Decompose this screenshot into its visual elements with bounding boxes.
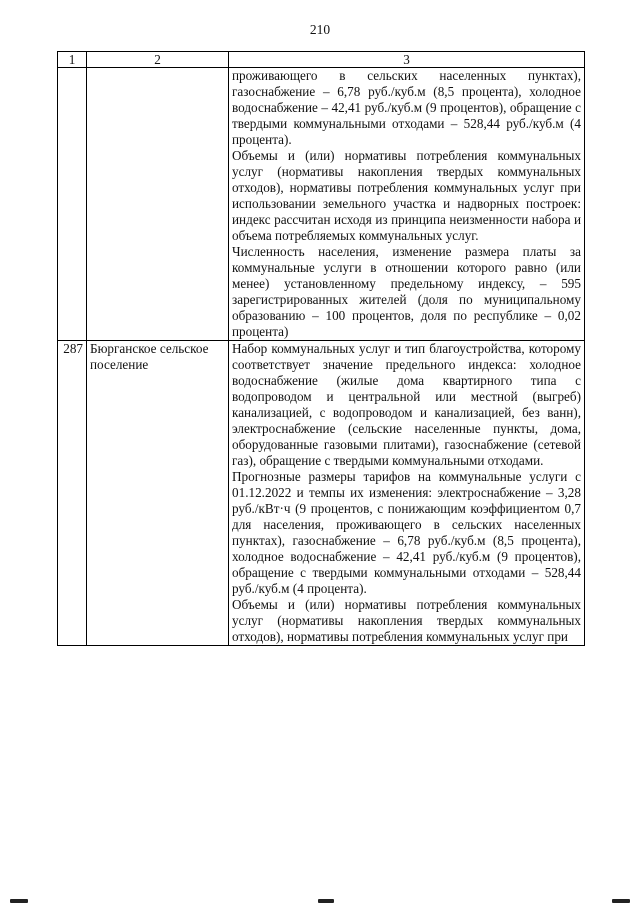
page-number: 210 [309, 22, 331, 37]
municipality-name: Бюрганское сельское поселение [87, 341, 229, 646]
paragraph: Объемы и (или) нормативы потребления коммунальных услуг (нормативы накопления твердых коммунальных отходов), нормативы потребления коммунальных услуг при [232, 597, 581, 644]
table-row [58, 341, 585, 646]
scan-mark [612, 899, 630, 903]
row-description [229, 341, 585, 646]
table-header-row [58, 52, 585, 68]
municipality-name [87, 68, 229, 341]
paragraph: Объемы и (или) нормативы потребления коммунальных услуг (нормативы накопления твердых коммунальных отходов), нормативы потребления коммунальных услуг при использовании земельного участка и надворных построек: индекс рассчитан исходя из принципа неизменности набора и объема потребляемых коммунальных услуг. [232, 148, 581, 243]
paragraph: Набор коммунальных услуг и тип благоустройства, которому соответствует значение предельного индекса: холодное водоснабжение (жилые дома квартирного типа с водопроводом и центральной или местной (выгреб) канализацией, с водопроводом и канализацией, без ванн), электроснабжение (сельские населенные пункты, дома, оборудованные газовыми плитами), газоснабжение (сетевой газ), обращение с твердыми коммунальными отходами. [232, 341, 581, 468]
table-row [58, 68, 585, 341]
scan-mark [318, 899, 334, 903]
column-header-2: 2 [87, 52, 229, 68]
column-header-1: 1 [58, 52, 87, 68]
paragraph: Численность населения, изменение размера платы за коммунальные услуги в отношении которого равно (или менее) установленному предельному индексу, – 595 зарегистрированных жителей (доля по муниципальному образованию – 100 процентов, доля по республике – 0,02 процента) [232, 244, 581, 339]
row-number: 287 [58, 341, 87, 646]
scan-mark [10, 899, 28, 903]
row-description [229, 68, 585, 341]
paragraph: Прогнозные размеры тарифов на коммунальные услуги с 01.12.2022 и темпы их изменения: электроснабжение – 3,28 руб./кВт·ч (9 процентов, с понижающим коэффициентом 0,7 для населения, проживающего в сельских населенных пунктах), газоснабжение – 6,78 руб./куб.м (8,5 процента), холодное водоснабжение – 42,41 руб./куб.м (9 процентов), обращение с твердыми коммунальными отходами – 528,44 руб./куб.м (4 процента). [232, 469, 581, 596]
row-number [58, 68, 87, 341]
paragraph: проживающего в сельских населенных пунктах), газоснабжение – 6,78 руб./куб.м (8,5 процента), холодное водоснабжение – 42,41 руб./куб.м (9 процентов), обращение с твердыми коммунальными отходами – 528,44 руб./куб.м (4 процента). [232, 68, 581, 147]
column-header-3: 3 [229, 52, 585, 68]
document-table [57, 51, 585, 646]
